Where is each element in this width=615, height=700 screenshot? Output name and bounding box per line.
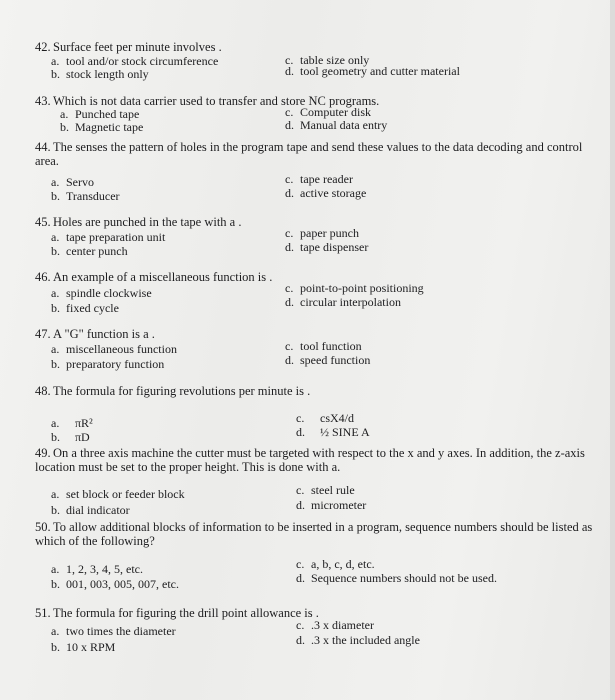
option-b: b. 001, 003, 005, 007, etc.	[51, 577, 179, 591]
question-text: 49. On a three axis machine the cutter must be targeted with respect to the x and y axes. In addition, the z-axis location must be set to the proper height. This is done with a.	[35, 446, 585, 474]
option-d: d. circular interpolation	[285, 295, 401, 309]
option-a: a. tool and/or stock circumference	[51, 54, 219, 68]
option-c: c. csX4/d	[296, 411, 354, 425]
option-d: d. tool geometry and cutter material	[285, 64, 460, 78]
option-a: a. 1, 2, 3, 4, 5, etc.	[51, 562, 143, 576]
option-d: d. tape dispenser	[285, 240, 369, 254]
option-b: b. Transducer	[51, 189, 120, 203]
option-b: b. preparatory function	[51, 357, 165, 371]
option-c: c. paper punch	[285, 226, 359, 240]
question-text: 50. To allow additional blocks of information to be inserted in a program, sequence numbers should be listed as which of the following?	[35, 520, 593, 548]
option-c: c. steel rule	[296, 483, 355, 497]
option-c: c. .3 x diameter	[296, 618, 374, 632]
option-d: d. .3 x the included angle	[296, 633, 420, 647]
option-a: a. πR²	[51, 416, 93, 430]
question-text: 51. The formula for figuring the drill point allowance is .	[35, 606, 319, 620]
question-text: 46. An example of a miscellaneous function is .	[35, 270, 273, 284]
option-c: c. a, b, c, d, etc.	[296, 557, 375, 571]
option-b: b. πD	[51, 430, 90, 444]
question-text: 44. The senses the pattern of holes in the program tape and send these values to the data decoding and control area.	[35, 140, 583, 168]
option-a: a. spindle clockwise	[51, 286, 152, 300]
question-text: 45. Holes are punched in the tape with a .	[35, 215, 242, 229]
option-d: d. micrometer	[296, 498, 367, 512]
option-c: c. tool function	[285, 339, 362, 353]
option-c: c. tape reader	[285, 172, 353, 186]
option-b: b. 10 x RPM	[51, 640, 116, 654]
option-d: d. active storage	[285, 186, 367, 200]
option-b: b. Magnetic tape	[60, 120, 144, 134]
option-a: a. Servo	[51, 175, 94, 189]
option-b: b. stock length only	[51, 67, 149, 81]
option-a: a. miscellaneous function	[51, 342, 177, 356]
option-b: b. fixed cycle	[51, 301, 119, 315]
question-text: 47. A "G" function is a .	[35, 327, 155, 341]
question-text: 48. The formula for figuring revolutions per minute is .	[35, 384, 311, 398]
question-text: 43. Which is not data carrier used to transfer and store NC programs.	[35, 94, 380, 108]
option-d: d. speed function	[285, 353, 371, 367]
option-a: a. two times the diameter	[51, 624, 176, 638]
option-c: c. point-to-point positioning	[285, 281, 424, 295]
option-b: b. dial indicator	[51, 503, 130, 517]
option-c: c. Computer disk	[285, 105, 371, 119]
option-c: c. table size only	[285, 53, 370, 67]
option-a: a. tape preparation unit	[51, 230, 166, 244]
option-b: b. center punch	[51, 244, 128, 258]
option-d: d. Manual data entry	[285, 118, 388, 132]
page-edge	[610, 0, 615, 700]
question-text: 42. Surface feet per minute involves .	[35, 40, 222, 54]
option-a: a. Punched tape	[60, 107, 140, 121]
option-d: d. ½ SINE A	[296, 425, 370, 439]
option-d: d. Sequence numbers should not be used.	[296, 571, 497, 585]
option-a: a. set block or feeder block	[51, 487, 185, 501]
